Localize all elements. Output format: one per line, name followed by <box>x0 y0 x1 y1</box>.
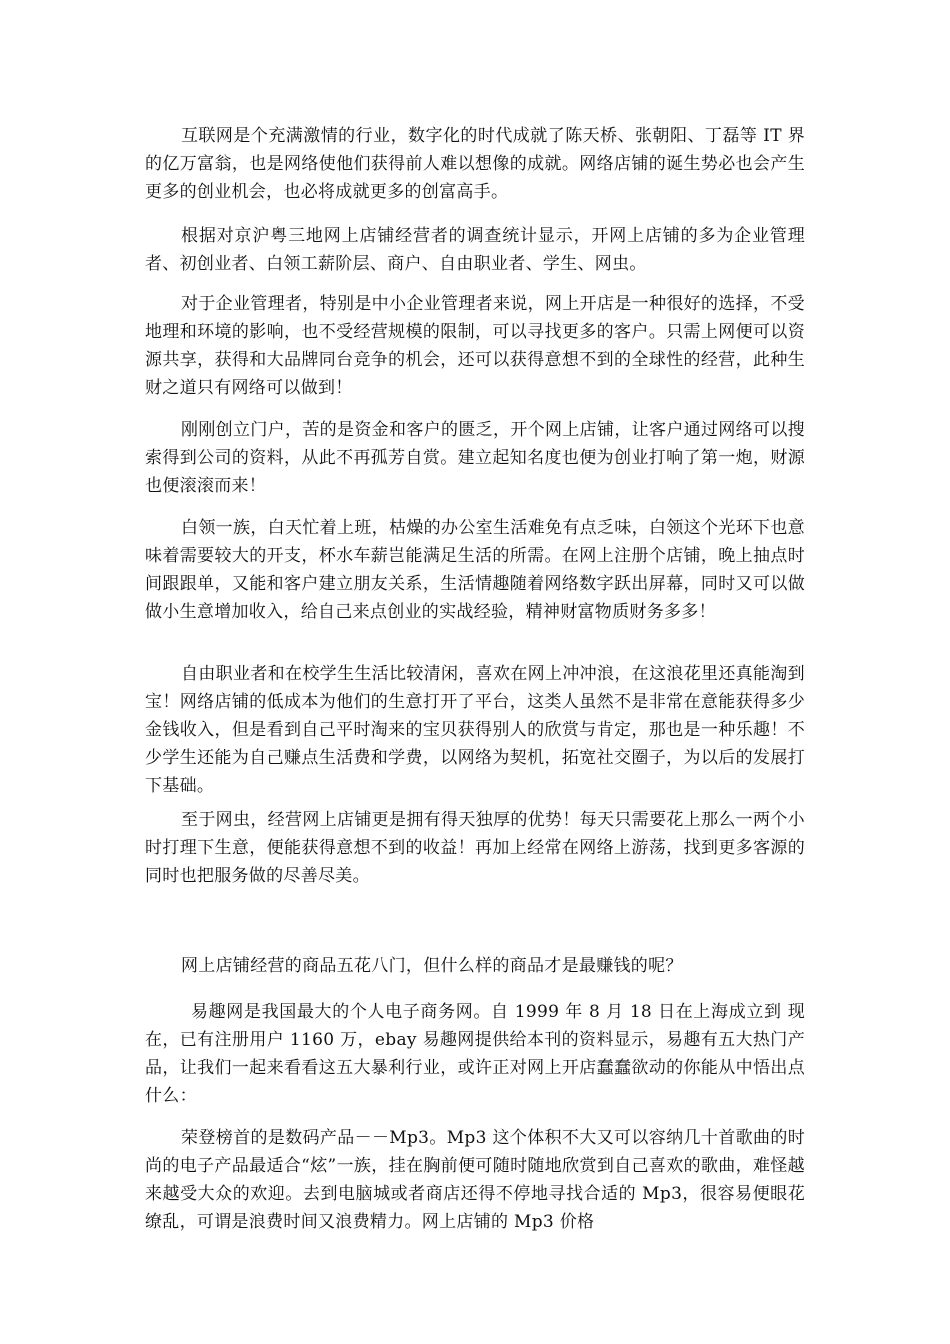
paragraph-question: 网上店铺经营的商品五花八门，但什么样的商品才是最赚钱的呢？ <box>181 956 683 976</box>
paragraph-white-collar: 白领一族，白天忙着上班，枯燥的办公室生活难免有点乏味，白领这个光环下也意味着需要较大的开支，杯水车薪岂能满足生活的所需。在网上注册个店铺，晚上抽点时间跟跟单，又能和客户建立朋友关系，生活情趣随着网络数字跃出屏幕，同时又可以做做小生意增加收入，给自己来点创业的实战经验，精神财富物质财务多多！ <box>145 518 805 622</box>
paragraph-internet-passion: 互联网是个充满激情的行业，数字化的时代成就了陈天桥、张朝阳、丁磊等 IT 界的亿万富翁，也是网络使他们获得前人难以想像的成就。网络店铺的诞生势必也会产生更多的创业机会，也必将成就更多的创富高手。 <box>145 126 805 202</box>
paragraph-enterprise-managers: 对于企业管理者，特别是中小企业管理者来说，网上开店是一种很好的选择，不受地理和环境的影响，也不受经营规模的限制，可以寻找更多的客户。只需上网便可以资源共享，获得和大品牌同台竞争的机会，还可以获得意想不到的全球性的经营，此种生财之道只有网络可以做到！ <box>145 294 805 398</box>
paragraph-netizens: 至于网虫，经营网上店铺更是拥有得天独厚的优势！每天只需要花上那么一两个小时打理下生意，便能获得意想不到的收益！再加上经常在网络上游荡，找到更多客源的同时也把服务做的尽善尽美。 <box>145 810 805 886</box>
paragraph-eachnet: 易趣网是我国最大的个人电子商务网。自 1999 年 8 月 18 日在上海成立到 现在，已有注册用户 1160 万，ebay 易趣网提供给本刊的资料显示，易趣有五大热门产品，让我们一起来看看这五大暴利行业，或许正对网上开店蠢蠢欲动的你能从中悟出点什么： <box>145 1002 805 1106</box>
paragraph-mp3: 荣登榜首的是数码产品－－Mp3。Mp3 这个体积不大又可以容纳几十首歌曲的时尚的电子产品最适合“炫”一族，挂在胸前便可随时随地欣赏到自己喜欢的歌曲，难怪越来越受大众的欢迎。去到电脑城或者商店还得不停地寻找合适的 Mp3，很容易便眼花缭乱，可谓是浪费时间又浪费精力。网上店铺的 Mp3 价格 <box>145 1128 805 1232</box>
paragraph-freelancers-students: 自由职业者和在校学生生活比较清闲，喜欢在网上冲冲浪，在这浪花里还真能淘到宝！网络店铺的低成本为他们的生意打开了平台，这类人虽然不是非常在意能获得多少金钱收入，但是看到自己平时淘来的宝贝获得别人的欣赏与肯定，那也是一种乐趣！不少学生还能为自己赚点生活费和学费，以网络为契机，拓宽社交圈子，为以后的发展打下基础。 <box>145 664 805 796</box>
paragraph-survey: 根据对京沪粤三地网上店铺经营者的调查统计显示，开网上店铺的多为企业管理者、初创业者、白领工薪阶层、商户、自由职业者、学生、网虫。 <box>145 226 805 274</box>
paragraph-startups: 刚刚创立门户，苦的是资金和客户的匮乏，开个网上店铺，让客户通过网络可以搜索得到公司的资料，从此不再孤芳自赏。建立起知名度也便为创业打响了第一炮，财源也便滚滚而来！ <box>145 420 805 496</box>
